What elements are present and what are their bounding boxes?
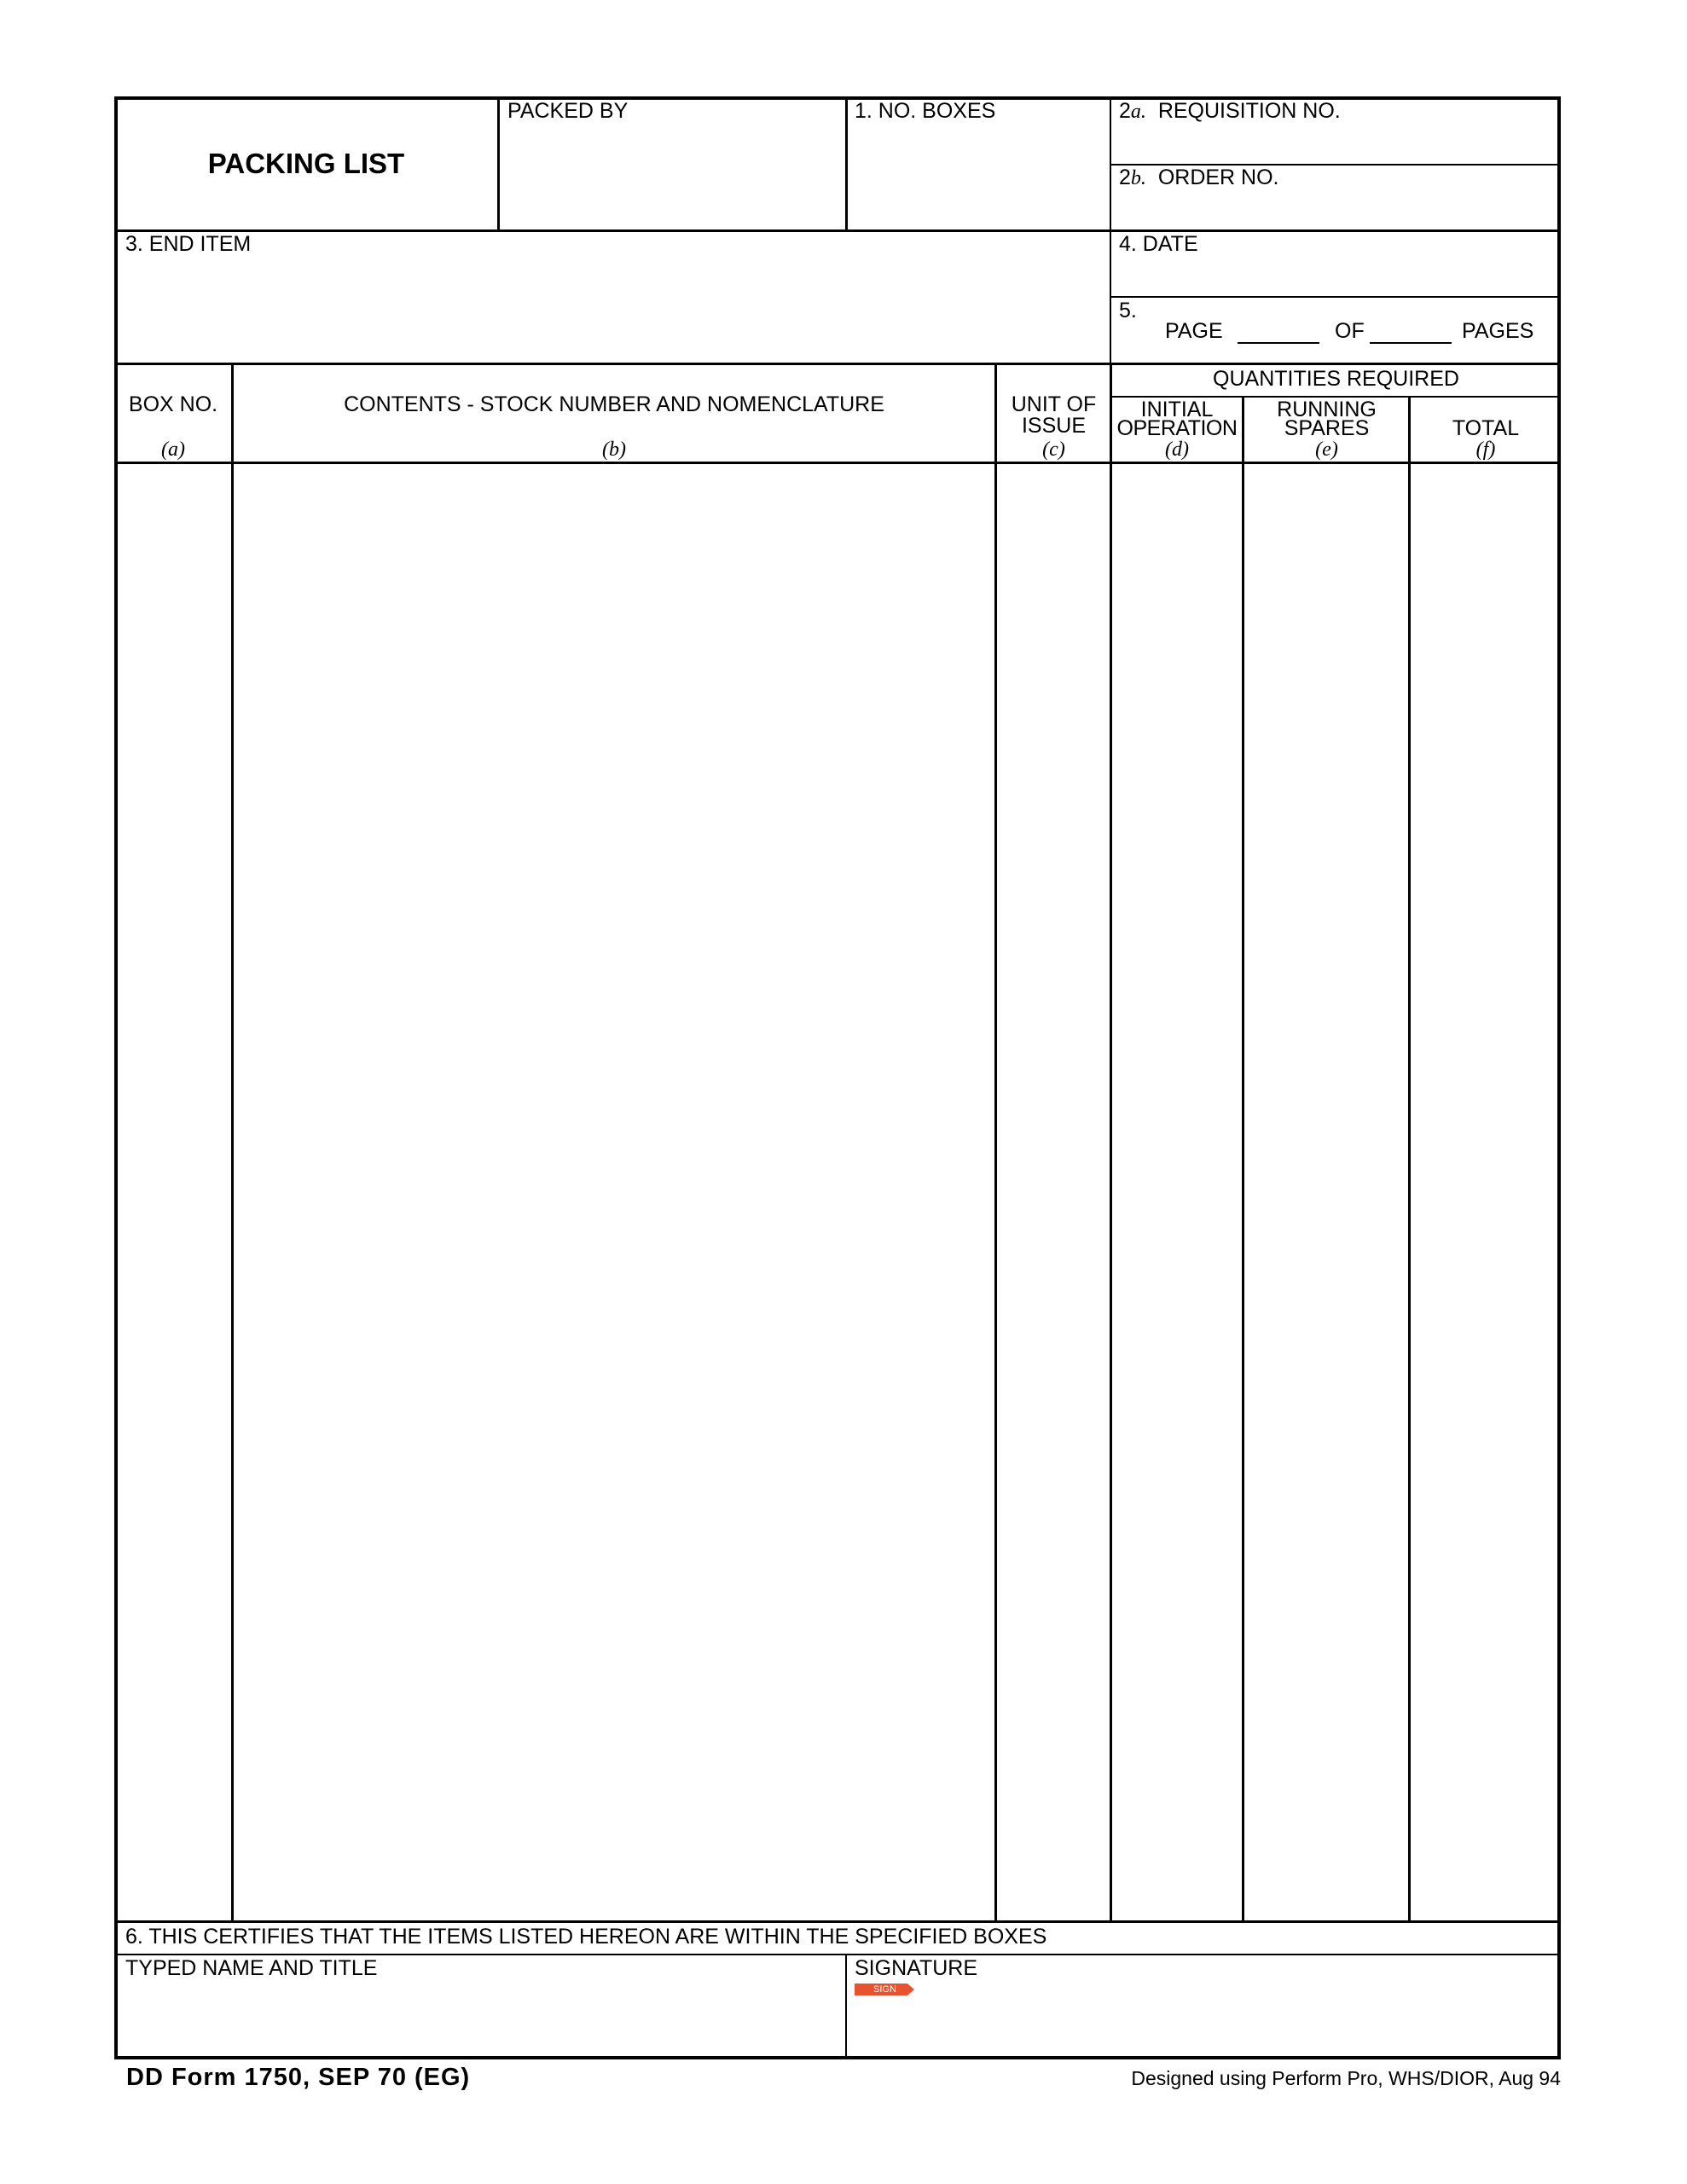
rule-header-bottom (114, 229, 1561, 232)
requisition-number: 2 (1119, 99, 1131, 123)
rule-right-block (1110, 96, 1111, 365)
no-boxes-field[interactable] (851, 126, 1104, 224)
unit-of-issue-letter: (c) (1042, 439, 1065, 461)
requisition-letter: a. (1130, 101, 1146, 123)
date-field[interactable] (1117, 258, 1556, 293)
certification-statement: 6. THIS CERTIFIES THAT THE ITEMS LISTED HEREON ARE WITHIN THE SPECIFIED BOXES (125, 1925, 1047, 1949)
requisition-field[interactable] (1117, 125, 1556, 160)
requisition-label (1119, 99, 1341, 124)
end-item-field[interactable] (121, 259, 1104, 358)
form-title: PACKING LIST (207, 148, 405, 179)
running-spares-column-entries[interactable] (1246, 466, 1406, 1919)
packed-by-field[interactable] (503, 126, 840, 224)
running-spares-header-line1: RUNNING (1277, 398, 1377, 421)
of-label: OF (1335, 319, 1365, 343)
sign-flag[interactable]: SIGN (855, 1984, 907, 1995)
initial-operation-letter: (d) (1165, 439, 1189, 461)
quantities-required-header: QUANTITIES REQUIRED (1213, 367, 1459, 391)
page-field[interactable] (1238, 341, 1319, 344)
running-spares-letter: (e) (1315, 439, 1338, 461)
typed-name-field[interactable] (121, 1982, 840, 2054)
running-spares-header-line2: SPARES (1284, 416, 1370, 440)
pages-total-field[interactable] (1370, 341, 1452, 344)
rule-col-c (1110, 363, 1112, 1922)
page-label: PAGE (1165, 319, 1223, 343)
unit-of-issue-header-line1: UNIT OF (1011, 392, 1097, 416)
total-column-entries[interactable] (1412, 466, 1556, 1919)
contents-letter: (b) (602, 439, 626, 461)
box-no-column-entries[interactable] (119, 466, 229, 1919)
rule-col-d (1242, 396, 1244, 1922)
form-identifier: DD Form 1750, SEP 70 (EG) (126, 2064, 471, 2091)
order-number: 2 (1119, 166, 1131, 189)
unit-of-issue-header-line2: ISSUE (1021, 414, 1087, 438)
rule-col-b (994, 363, 997, 1922)
typed-name-label: TYPED NAME AND TITLE (125, 1956, 378, 1980)
rule-column-header-bottom (114, 462, 1561, 464)
designed-by-note: Designed using Perform Pro, WHS/DIOR, Aug 94 (1131, 2067, 1561, 2089)
end-item-label: 3. END ITEM (125, 232, 252, 256)
packed-by-label: PACKED BY (507, 99, 629, 123)
rule-cert-bottom (114, 1954, 1561, 1955)
rule-table-bottom (114, 1920, 1561, 1923)
order-letter: b. (1130, 167, 1146, 189)
pages-label: PAGES (1462, 319, 1534, 343)
rule-col-e (1408, 396, 1411, 1922)
order-field[interactable] (1117, 191, 1556, 227)
no-boxes-label: 1. NO. BOXES (855, 99, 996, 123)
unit-of-issue-column-entries[interactable] (999, 466, 1108, 1919)
initial-operation-column-entries[interactable] (1114, 466, 1240, 1919)
page-number-label: 5. (1119, 299, 1137, 322)
rule-date-page (1110, 296, 1561, 298)
signature-label: SIGNATURE (855, 1956, 977, 1980)
date-label: 4. DATE (1119, 232, 1198, 256)
rule-packed-right (845, 96, 848, 231)
requisition-text: REQUISITION NO. (1157, 99, 1341, 123)
contents-header: CONTENTS - STOCK NUMBER AND NOMENCLATURE (344, 392, 884, 416)
initial-operation-header-line1: INITIAL (1140, 398, 1214, 421)
rule-col-a (231, 363, 234, 1922)
signature-field[interactable] (851, 2001, 1556, 2054)
contents-column-entries[interactable] (235, 466, 993, 1919)
total-header: TOTAL (1452, 416, 1520, 440)
rule-sig-divider (845, 1954, 847, 2059)
rule-section3-bottom (114, 363, 1561, 365)
order-label (1119, 166, 1279, 190)
box-no-letter: (a) (161, 439, 185, 461)
initial-operation-header-line2: OPERATION (1116, 416, 1238, 440)
box-no-header: BOX NO. (128, 392, 218, 416)
total-letter: (f) (1475, 439, 1496, 461)
order-text: ORDER NO. (1157, 166, 1279, 189)
